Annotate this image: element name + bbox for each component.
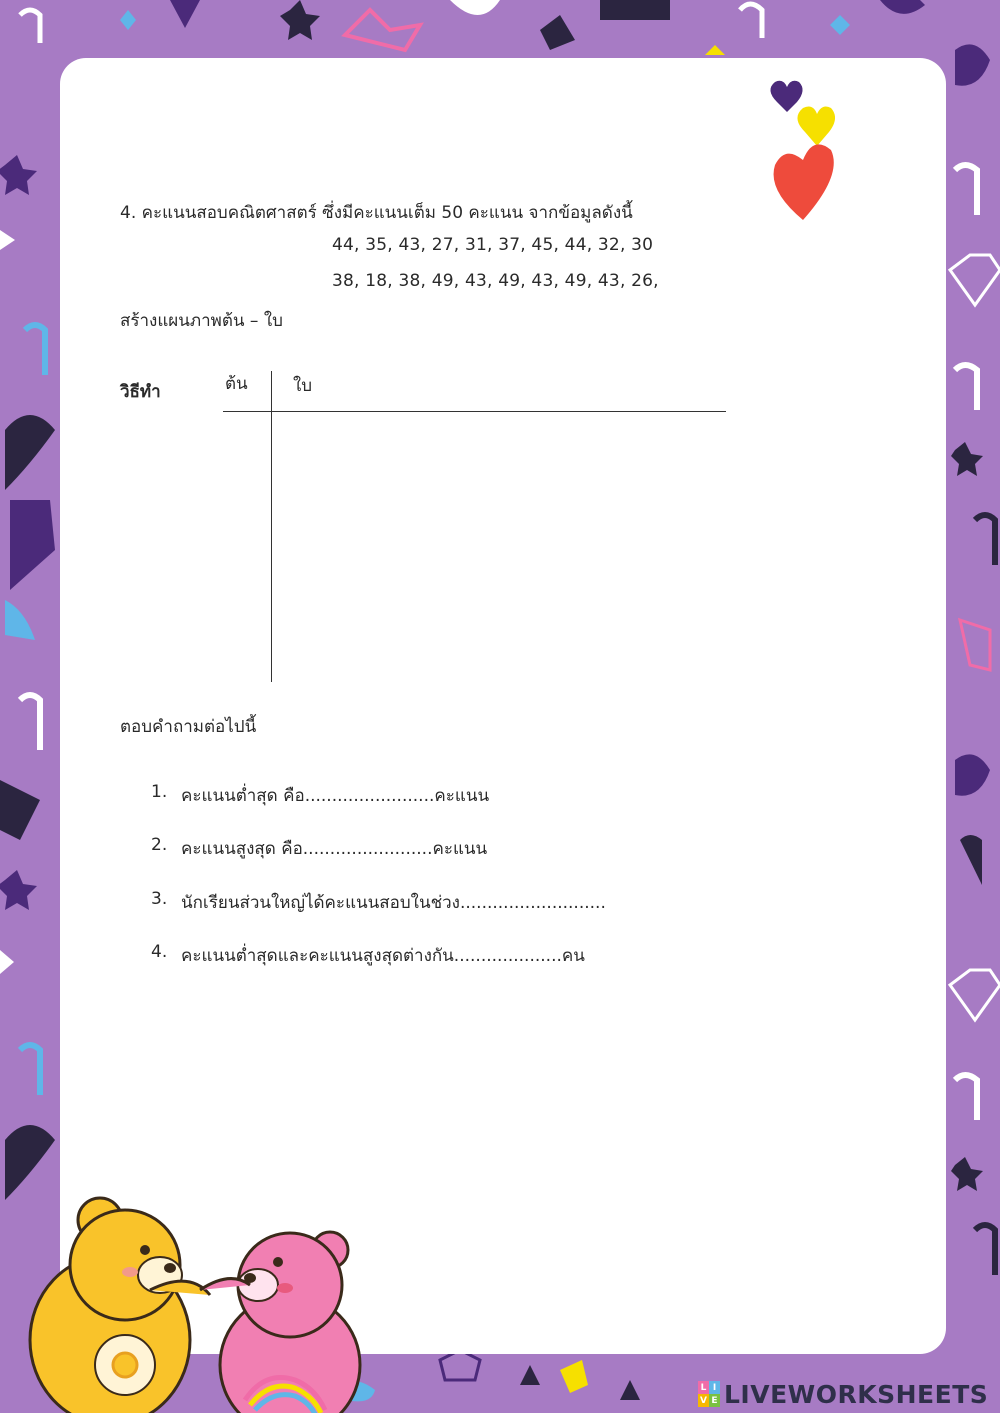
- music-note-icon: [955, 365, 977, 410]
- data-row-1: 44, 35, 43, 27, 31, 37, 45, 44, 32, 30: [332, 235, 654, 255]
- yellow-bear: [30, 1198, 210, 1413]
- star-outline-icon: [345, 10, 420, 50]
- table-header-divider: [223, 411, 726, 412]
- brand-name: LIVEWORKSHEETS: [724, 1379, 989, 1409]
- heart-icon: [774, 144, 834, 220]
- music-note-icon: [975, 515, 995, 565]
- question-3-text: นักเรียนส่วนใหญ่ได้คะแนนสอบในช่วง...........................: [181, 893, 606, 913]
- pink-bear: [200, 1232, 360, 1413]
- stem-header: ต้น: [225, 374, 248, 394]
- question-number: 4.: [151, 942, 168, 962]
- question-number: 3.: [151, 889, 168, 909]
- heart-icon: [450, 0, 500, 15]
- music-note-icon: [20, 1045, 40, 1095]
- music-note-icon: [25, 325, 45, 375]
- leaf-answer-area[interactable]: [275, 416, 725, 678]
- question-4-text: คะแนนต่ำสุดและคะแนนสูงสุดต่างกัน....................คน: [181, 946, 585, 966]
- instruction-text: สร้างแผนภาพต้น – ใบ: [120, 311, 283, 331]
- star-icon: [951, 442, 983, 476]
- answer-blank-4[interactable]: [445, 940, 531, 964]
- leaf-header: ใบ: [293, 376, 313, 396]
- table-column-divider: [271, 371, 272, 682]
- heart-icon: [5, 415, 55, 490]
- data-row-2: 38, 18, 38, 49, 43, 49, 43, 49, 43, 26,: [332, 271, 659, 291]
- question-number: 2.: [151, 835, 168, 855]
- music-note-icon: [740, 4, 762, 38]
- answer-blank-2[interactable]: [300, 833, 400, 857]
- star-icon: [280, 0, 320, 40]
- badge-letter: E: [709, 1394, 720, 1407]
- answer-blank-1[interactable]: [300, 780, 400, 804]
- badge-letter: I: [709, 1381, 720, 1394]
- triangle-icon: [170, 0, 200, 28]
- heart-icon: [770, 81, 802, 112]
- answer-blank-3[interactable]: [447, 887, 565, 911]
- star-icon: [0, 155, 37, 195]
- question-1-text: คะแนนต่ำสุด คือ........................คะแนน: [181, 786, 490, 806]
- liveworksheets-logo: [698, 1378, 988, 1410]
- heart-icon: [797, 106, 835, 146]
- problem-title: 4. คะแนนสอบคณิตศาสตร์ ซึ่งมีคะแนนเต็ม 50 คะแนน จากข้อมูลดังนี้: [120, 203, 633, 223]
- badge-letter: V: [698, 1394, 709, 1407]
- star-icon: [951, 1157, 983, 1191]
- questions-intro: ตอบคำถามต่อไปนี้: [120, 717, 257, 737]
- hearts-decoration: [765, 72, 835, 232]
- brand-badge: [698, 1381, 720, 1407]
- stem-answer-area[interactable]: [223, 416, 269, 678]
- music-note-icon: [955, 1075, 977, 1120]
- method-label: วิธีทำ: [120, 382, 161, 402]
- music-note-icon: [955, 165, 977, 215]
- question-number: 1.: [151, 782, 168, 802]
- music-note-icon: [975, 1225, 995, 1275]
- heart-icon: [5, 1125, 55, 1200]
- star-icon: [0, 870, 37, 910]
- diamond-outline-icon: [950, 970, 1000, 1020]
- question-2-text: คะแนนสูงสุด คือ........................คะแนน: [181, 839, 488, 859]
- diamond-outline-icon: [950, 255, 1000, 305]
- stem-leaf-table: [223, 366, 727, 682]
- music-note-icon: [20, 695, 40, 750]
- care-bears-illustration: [0, 1190, 380, 1413]
- badge-letter: L: [698, 1381, 709, 1394]
- diamond-icon: [120, 10, 136, 30]
